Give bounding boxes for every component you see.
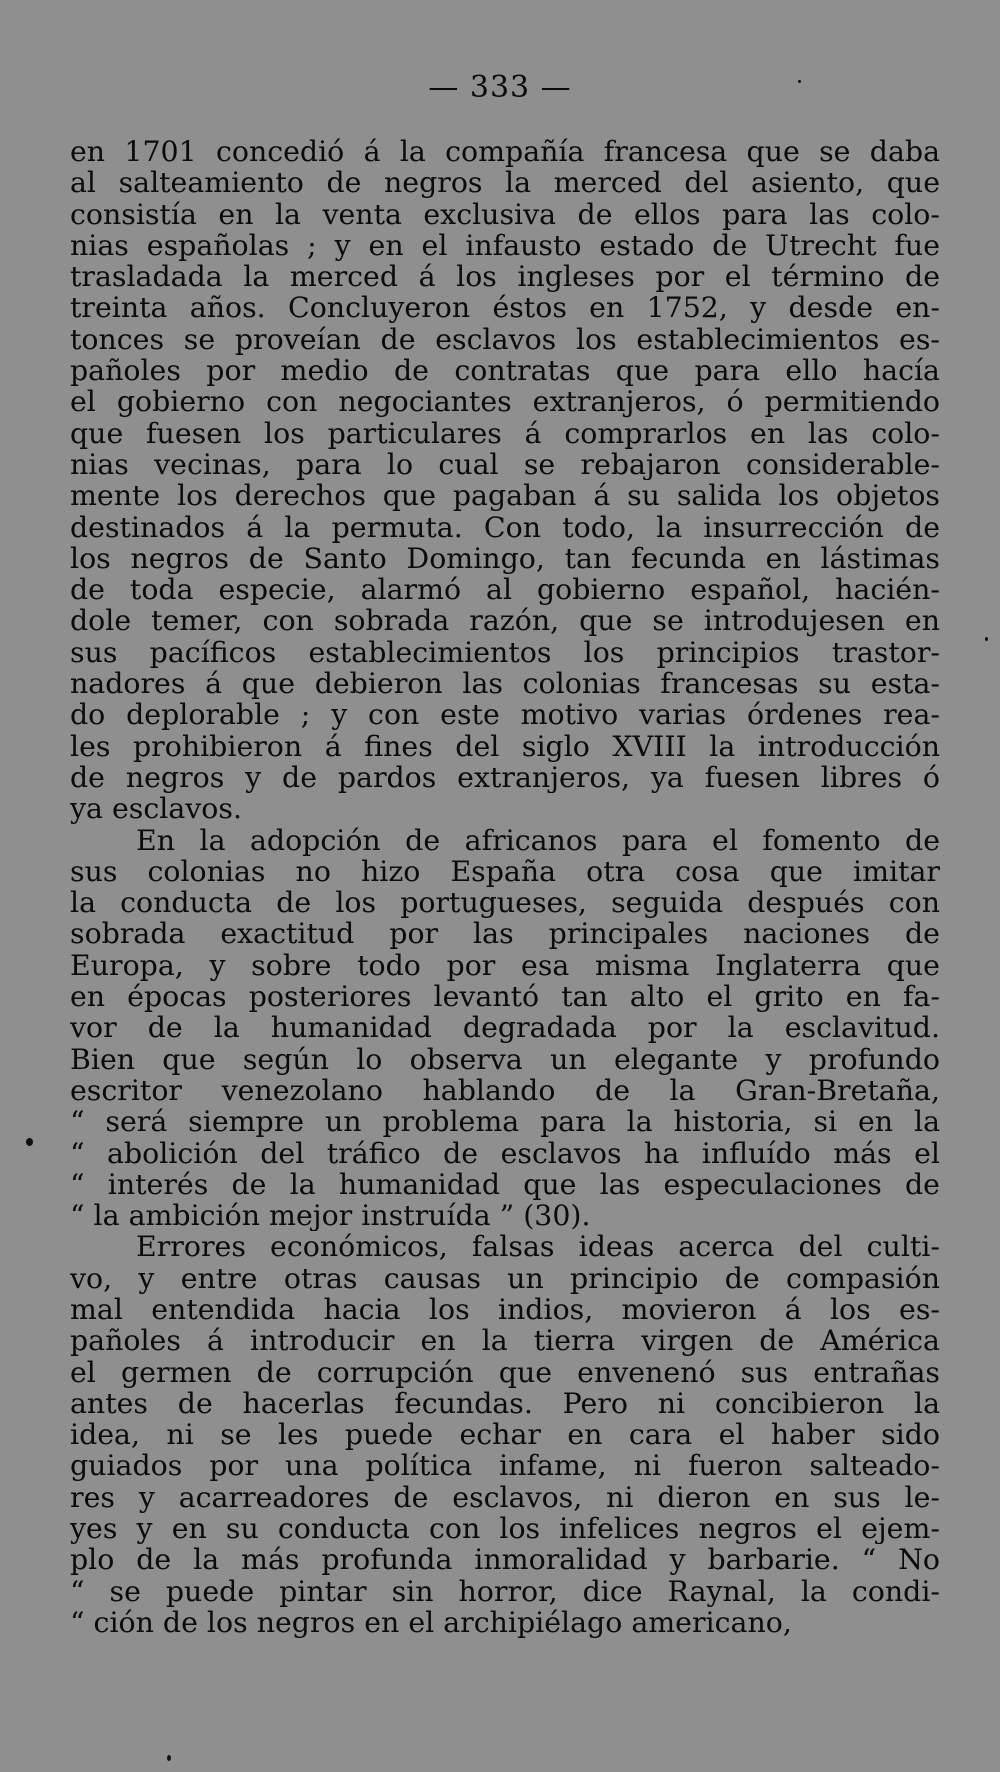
text-line: yes y en su conducta con los infelices negros el ejem-	[70, 1513, 940, 1545]
text-line: Errores económicos, falsas ideas acerca del culti-	[136, 1231, 940, 1263]
text-line: dole temer, con sobrada razón, que se introdujesen en	[70, 605, 940, 637]
paragraph	[70, 825, 940, 1232]
text-line: guiados por una política infame, ni fueron salteado-	[70, 1450, 940, 1482]
ink-speck	[798, 80, 801, 83]
text-line: nias vecinas, para lo cual se rebajaron considerable-	[70, 448, 940, 481]
text-line: consistía en la venta exclusiva de ellos para las colo-	[70, 198, 940, 230]
text-line: Europa, y sobre todo por esa misma Inglaterra que	[70, 949, 940, 982]
ink-speck	[985, 637, 988, 641]
text-line: en épocas posteriores levantó tan alto el grito en fa-	[70, 981, 940, 1013]
text-line: ya esclavos.	[70, 793, 242, 825]
text-line: “ se puede pintar sin horror, dice Raynal, la condi-	[70, 1575, 940, 1607]
text-line: “ interés de la humanidad que las especulaciones de	[70, 1168, 940, 1201]
text-line: vo, y entre otras causas un principio de compasión	[70, 1262, 940, 1294]
text-line: antes de hacerlas fecundas. Pero ni concibieron la	[70, 1387, 940, 1420]
text-line: mal entendida hacia los indios, movieron á los es-	[70, 1293, 940, 1326]
body-text	[70, 136, 940, 1638]
text-line: res y acarreadores de esclavos, ni dieron en sus le-	[70, 1481, 940, 1514]
page-number: — 333 —	[428, 70, 572, 105]
text-line: nadores á que debieron las colonias francesas su esta-	[70, 668, 940, 700]
text-line: el gobierno con negociantes extranjeros, ó permitiendo	[70, 386, 940, 418]
text-line: de negros y de pardos extranjeros, ya fuesen libres ó	[70, 761, 940, 794]
ink-speck	[167, 1755, 171, 1761]
text-line: pañoles por medio de contratas que para ello hacía	[70, 355, 940, 387]
paragraph	[70, 136, 940, 825]
text-line: sus colonias no hizo España otra cosa que imitar	[70, 855, 940, 888]
text-line: pañoles á introducir en la tierra virgen de América	[70, 1325, 940, 1357]
text-line: trasladada la merced á los ingleses por el término de	[70, 261, 940, 293]
text-line: que fuesen los particulares á comprarlos en las colo-	[70, 417, 940, 449]
text-line: destinados á la permuta. Con todo, la insurrección de	[70, 511, 940, 543]
text-line: los negros de Santo Domingo, tan fecunda en lástimas	[70, 542, 940, 575]
text-line: treinta años. Concluyeron éstos en 1752, y desde en-	[70, 292, 940, 324]
text-line: la conducta de los portugueses, seguida después con	[70, 887, 940, 919]
text-line: “ será siempre un problema para la historia, si en la	[70, 1106, 940, 1138]
text-line: de toda especie, alarmó al gobierno español, hacién-	[70, 574, 940, 606]
text-line: idea, ni se les puede echar en cara el haber sido	[70, 1419, 940, 1451]
text-line: do deplorable ; y con este motivo varias órdenes rea-	[70, 699, 940, 731]
text-line: en 1701 concedió á la compañía francesa que se daba	[70, 136, 940, 168]
text-line: “ abolición del tráfico de esclavos ha influído más el	[70, 1137, 940, 1169]
text-line: vor de la humanidad degradada por la esclavitud.	[70, 1012, 940, 1044]
text-line: nias españolas ; y en el infausto estado de Utrecht fue	[70, 229, 940, 262]
paragraph	[70, 1231, 940, 1638]
text-line: al salteamiento de negros la merced del asiento, que	[70, 167, 940, 199]
text-line: Bien que según lo observa un elegante y profundo	[70, 1043, 940, 1075]
text-line: “ la ambición mejor instruída ” (30).	[70, 1200, 591, 1232]
text-line: tonces se proveían de esclavos los establecimientos es-	[70, 323, 940, 356]
text-line: En la adopción de africanos para el fomento de	[136, 824, 940, 856]
text-line: les prohibieron á fines del siglo XVIII la introducción	[70, 730, 940, 762]
text-line: mente los derechos que pagaban á su salida los objetos	[70, 480, 940, 512]
text-line: sobrada exactitud por las principales naciones de	[70, 918, 940, 950]
ink-speck	[26, 1138, 33, 1146]
text-line: sus pacíficos establecimientos los principios trastor-	[70, 636, 940, 669]
text-line: plo de la más profunda inmoralidad y barbarie. “ No	[70, 1544, 940, 1576]
text-line: el germen de corrupción que envenenó sus entrañas	[70, 1356, 940, 1388]
text-line: escritor venezolano hablando de la Gran-Bretaña,	[70, 1074, 940, 1107]
text-line: “ ción de los negros en el archipiélago americano,	[70, 1606, 792, 1639]
